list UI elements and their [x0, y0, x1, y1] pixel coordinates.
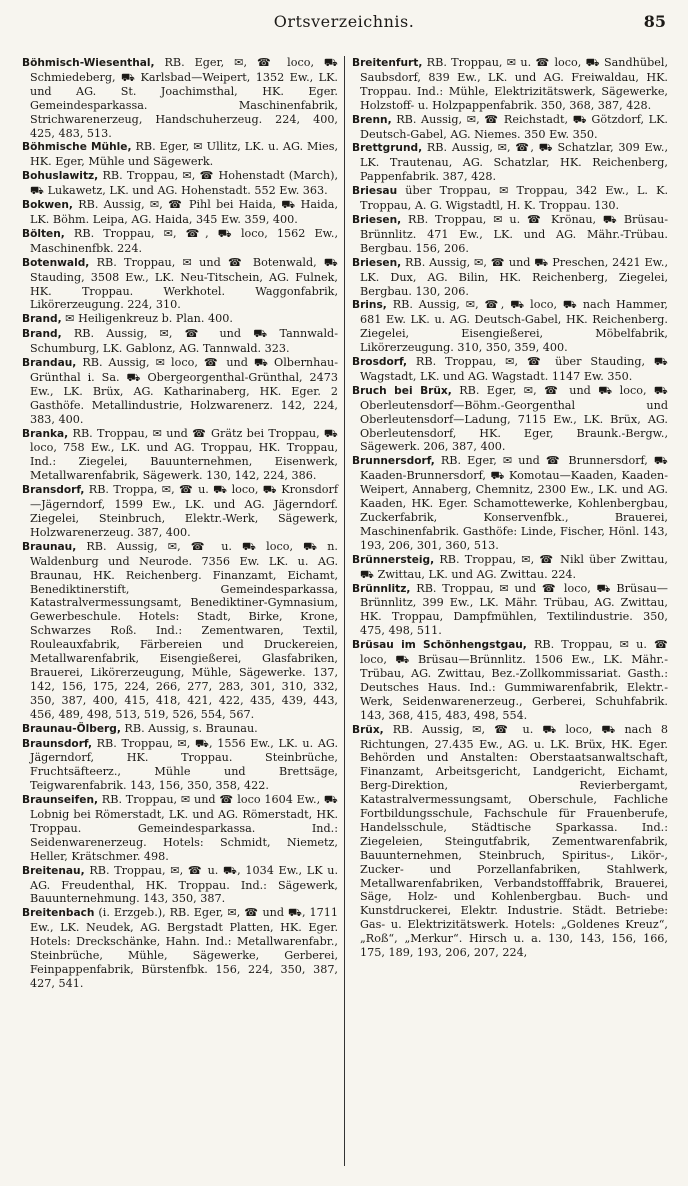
directory-entry [22, 140, 338, 169]
entry-details: RB. Troppau, ✉ und ☎ loco, ⛟ Brüsau—Brünnlitz, 399 Ew., LK. Mähr. Trübau, AG. Zwittau, HK. Troppau, Dampfmühlen, Textilindustrie. 350, 475, 498, 511. [360, 581, 668, 638]
entry-place-name: Brand, [22, 328, 62, 341]
entry-details: RB. Aussig, ✉, ☎ u. ⛟ loco, ⛟ nach 8 Richtungen, 27.435 Ew., AG. u. LK. Brüx, HK. Eger. Behörden und Anstalten: Oberstaatsanwaltschaft, Finanzamt, Arbeitsgericht, Landgericht, Eichamt, Berg-Direktion, Revierbergamt, Katastralvermessungsamt, Oberschule, Fachliche Fortbildungsschule, Fachschule für Frauenberufe, Handelsschule, Städtische Sparkassa. Ind.: Ziegeleien, Steingutfabrik, Zementwarenfabrik, Bauunternehmen, Steinbruch, Spiritus-, Likör-, Zucker- und Porzellanfabriken, Stahlwerk, Metallwarenfabriken, Verbandstofffabrik, Brauerei, Säge, Holz- und Kohlenbergbau. Buch- und Kunstdruckerei, Elektr. Industrie. Städt. Betriebe: Gas- u. Elektrizitätswerk. Hotels: „Goldenes Kreuz“, „Roß“, „Merkur“. Hirsch u. a. 130, 143, 156, 166, 175, 189, 193, 206, 207, 224, [360, 722, 668, 960]
directory-entry [352, 113, 668, 142]
directory-entry [22, 793, 338, 864]
entry-place-name: Bohuslawitz, [22, 170, 99, 183]
entry-place-name: Brüx, [352, 723, 384, 736]
directory-entry [352, 723, 668, 960]
entry-details: (i. Erzgeb.), RB. Eger, ✉, ☎ und ⛟, 1711 Ew., LK. Neudek, AG. Bergstadt Platten, HK. Eger. Hotels: Dreckschänke, Hahn. Ind.: Metallwarenfabr., Steinbrüche, Mühle, Sägewerke, Gerberei, Feinpappenfabrik, Bürstenfbk. 156, 224, 350, 387, 427, 541. [30, 906, 339, 990]
page-number: 85 [643, 12, 666, 31]
directory-entry [352, 298, 668, 355]
entry-place-name: Bransdorf, [22, 484, 85, 497]
entry-details: ✉ Heiligenkreuz b. Plan. 400. [65, 312, 233, 326]
right-column [352, 56, 668, 960]
entry-place-name: Braunau, [22, 540, 77, 553]
directory-entry [352, 638, 668, 722]
entry-place-name: Breitenfurt, [352, 57, 423, 69]
directory-entry [22, 737, 338, 794]
entry-place-name: Brüsau im Schönhengstgau, [352, 639, 527, 652]
entry-place-name: Bokwen, [22, 199, 73, 212]
entry-details: RB. Troppau, ✉, ☎ über Stauding, ⛟ Wagstadt, LK. und AG. Wagstadt. 1147 Ew. 350. [360, 355, 669, 383]
directory-entry [22, 56, 338, 140]
entry-place-name: Braunsdorf, [22, 737, 92, 750]
entry-place-name: Brettgrund, [352, 142, 423, 155]
directory-entry [352, 582, 668, 639]
entry-details: RB. Troppau, ✉ und ☎ loco 1604 Ew., ⛟ Lobnig bei Römerstadt, LK. und AG. Römerstadt, HK. Troppau. Gemeindesparkassa. Ind.: Seidenwarenerzeug. Hotels: Schmidt, Niemetz, Heller, Krätschmer. 498. [30, 793, 338, 863]
entry-details: RB. Aussig, ✉, ☎ Reichstadt, ⛟ Götzdorf, LK. Deutsch-Gabel, AG. Niemes. 350 Ew. 350. [360, 112, 668, 141]
entry-details: RB. Troppau, ✉ und ☎ Grätz bei Troppau, ⛟ loco, 758 Ew., LK. und AG. Troppau, HK. Troppau, Ind.: Ziegelei, Bauunternehmen, Eisenwerk, Metallwarenfabrik, Sägewerk. 130, 142, 224, 386. [30, 426, 338, 483]
entry-place-name: Brünnersteig, [352, 553, 435, 566]
entry-details: RB. Aussig, ✉, ☎ und ⛟ Preschen, 2421 Ew., LK. Dux, AG. Bilin, HK. Reichenberg, Ziegelei, Bergbau. 130, 206. [360, 255, 669, 298]
entry-place-name: Briesen, [352, 213, 402, 226]
directory-entry [352, 56, 668, 113]
entry-place-name: Breitenbach [22, 907, 95, 920]
page-title: Ortsverzeichnis. [273, 12, 415, 31]
entry-details: RB. Aussig, ✉, ☎ Pihl bei Haida, ⛟ Haida, LK. Böhm. Leipa, AG. Haida, 345 Ew. 359, 400. [30, 198, 339, 226]
directory-entry [352, 141, 668, 184]
entry-details: RB. Troppau, ✉, ☎ Hohenstadt (March), ⛟ Lukawetz, LK. und AG. Hohenstadt. 552 Ew. 363. [30, 169, 339, 198]
entry-place-name: Brünnlitz, [352, 582, 411, 595]
entry-details: RB. Troppau, ✉, ☎ u. ⛟, 1034 Ew., LK u. AG. Freudenthal, HK. Troppau. Ind.: Sägewerk, Bauunternehmung. 143, 350, 387. [30, 863, 339, 906]
directory-entry [22, 256, 338, 313]
entry-details: RB. Eger, ✉ Ullitz, LK. u. AG. Mies, HK. Eger, Mühle und Sägewerk. [30, 140, 338, 169]
entry-details: RB. Troppau, ✉, ⛟, 1556 Ew., LK. u. AG. Jägerndorf, HK. Troppau. Steinbrüche, Fruchtsäfteerz., Mühle und Brettsäge, Teigwarenfabrik. 143, 156, 350, 358, 422. [30, 736, 338, 793]
directory-entry [22, 198, 338, 227]
entry-place-name: Brunnersdorf, [352, 455, 435, 468]
entry-place-name: Brosdorf, [352, 356, 408, 369]
entry-place-name: Breitenau, [22, 864, 85, 877]
entry-place-name: Brand, [22, 313, 62, 326]
entry-details: RB. Aussig, ✉ loco, ☎ und ⛟ Olbernhau-Grünthal i. Sa. ⛟ Obergeorgenthal-Grünthal, 2473 Ew., LK. Brüx, AG. Katharinaberg, HK. Eger. 2 Gasthöfe. Metallindustrie, Holzwarenerz. 142, 224, 383, 400. [30, 356, 338, 426]
directory-entry [22, 540, 338, 722]
entry-place-name: Briesen, [352, 256, 402, 269]
directory-entry [22, 722, 338, 737]
directory-entry [22, 864, 338, 907]
directory-entry [22, 427, 338, 484]
entry-place-name: Bölten, [22, 227, 65, 240]
entry-details: RB. Aussig, ✉, ☎ und ⛟ Tannwald-Schumburg, LK. Gablonz, AG. Tannwald. 323. [30, 327, 338, 356]
entry-details: RB. Troppau, ✉ u. ☎ loco, ⛟ Brüsau—Brünnlitz. 1506 Ew., LK. Mähr.-Trübau, AG. Zwittau, Bez.-Zollkommissariat. Gasth.: Deutsches Haus. Ind.: Gummiwarenfabrik, Elektr.-Werk, Seidenwarenerzeug., Gerberei, Schuhfabrik. 143, 368, 415, 483, 498, 554. [360, 638, 668, 722]
entry-details: RB. Troppa, ✉, ☎ u. ⛟ loco, ⛟ Kronsdorf—Jägerndorf, 1599 Ew., LK. und AG. Jägerndorf. Ziegelei, Steinbruch, Elektr.-Werk, Sägewerk, Holzwarenerzeug. 387, 400. [30, 483, 338, 539]
directory-entry [352, 256, 668, 299]
page-header [0, 12, 688, 36]
entry-details: RB. Eger, ✉, ☎ loco, ⛟ Schmiedeberg, ⛟ Karlsbad—Weipert, 1352 Ew., LK. und AG. St. Joachimsthal, HK. Eger. Gemeindesparkassa. Maschinenfabrik, Strichwarenerzeug, Handschuherzeug. 224, 400, 425, 483, 513. [30, 56, 339, 140]
directory-entry [352, 184, 668, 213]
entry-details: RB. Eger, ✉, ☎ und ⛟ loco, ⛟ Oberleutensdorf—Böhm.-Georgenthal und Oberleutensdorf—Ladung, 7115 Ew., LK. Brüx, AG. Oberleutensdorf, HK. Eger, Braunk.-Bergw., Sägewerk. 206, 387, 400. [360, 383, 668, 454]
entry-details: RB. Aussig, s. Braunau. [124, 721, 258, 735]
entry-place-name: Botenwald, [22, 256, 90, 269]
entry-place-name: Brandau, [22, 357, 77, 370]
entry-place-name: Braunau-Ölberg, [22, 722, 121, 735]
entry-details: über Troppau, ✉ Troppau, 342 Ew., L. K. Troppau, A. G. Wigstadtl, H. K. Troppau. 130. [360, 184, 669, 213]
directory-entry [22, 327, 338, 356]
directory-entry [352, 454, 668, 552]
directory-entry [352, 553, 668, 582]
entry-details: RB. Aussig, ✉, ☎, ⛟ Schatzlar, 309 Ew., LK. Trautenau, AG. Schatzlar, HK. Reichenberg, Pappenfabrik. 387, 428. [360, 141, 668, 184]
entry-place-name: Brenn, [352, 113, 392, 126]
directory-entry [352, 384, 668, 455]
entry-place-name: Böhmisch-Wiesenthal, [22, 57, 155, 69]
entry-place-name: Böhmische Mühle, [22, 141, 132, 154]
entry-details: RB. Troppau, ✉, ☎, ⛟ loco, 1562 Ew., Maschinenfbk. 224. [30, 226, 338, 255]
directory-entry [22, 169, 338, 198]
directory-entry [22, 906, 338, 990]
entry-place-name: Branka, [22, 427, 69, 440]
entry-details: RB. Troppau, ✉, ☎ Nikl über Zwittau, ⛟ Zwittau, LK. und AG. Zwittau. 224. [360, 552, 668, 581]
entry-details: RB. Eger, ✉ und ☎ Brunnersdorf, ⛟ Kaaden-Brunnersdorf, ⛟ Komotau—Kaaden, Kaaden-Weipert, Annaberg, Chemnitz, 2300 Ew., LK. und AG. Kaaden, HK. Eger. Schamottewerke, Kohlenbergbau, Zuckerfabrik, Konservenfbk., Brauerei, Maschinenfabrik. Gasthöfe: Linde, Fischer, Hönl. 143, 193, 206, 301, 360, 513. [360, 454, 668, 552]
entry-details: RB. Aussig, ✉, ☎ u. ⛟ loco, ⛟ n. Waldenburg und Neurode. 7356 Ew. LK. u. AG. Braunau, HK. Reichenberg. Finanzamt, Eichamt, Benediktinerstift, Gemeindesparkassa, Katastralvermessungsamt, Benediktiner-Gymnasium, Gewerbeschule. Hotels: Stadt, Birke, Krone, Schwarzes Roß. Ind.: Zementwaren, Textil, Rouleauxfabrik, Färbereien und Druckereien, Metallwarenfabrik, Eisengießerei, Glasfabriken, Brauerei, Likörerzeugung, Mühle, Sägewerke. 137, 142, 156, 175, 224, 266, 277, 283, 301, 310, 332, 350, 387, 400, 415, 418, 421, 422, 435, 439, 443, 456, 489, 498, 513, 519, 526, 554, 567. [30, 539, 338, 721]
directory-entry [22, 312, 338, 327]
directory-entry [22, 483, 338, 540]
entry-details: RB. Troppau, ✉ u. ☎ loco, ⛟ Sandhübel, Saubsdorf, 839 Ew., LK. und AG. Freiwaldau, HK. Troppau. Ind.: Mühle, Elektrizitätswerk, Sägewerke, Holzstoff- u. Holzpappenfabrik. 350, 368, 387, 428. [360, 56, 668, 112]
left-column [22, 56, 338, 991]
directory-entry [22, 227, 338, 256]
entry-place-name: Braunseifen, [22, 794, 99, 807]
entry-details: RB. Aussig, ✉, ☎, ⛟ loco, ⛟ nach Hammer, 681 Ew. LK. u. AG. Deutsch-Gabel, HK. Reichenberg. Ziegelei, Eisengießerei, Möbelfabrik, Likörerzeugung. 310, 350, 359, 400. [360, 298, 668, 355]
entry-details: RB. Troppau, ✉ und ☎ Botenwald, ⛟ Stauding, 3508 Ew., LK. Neu-Titschein, AG. Fulnek, HK. Troppau. Werkhotel. Waggonfabrik, Likörerzeugung. 224, 310. [30, 255, 338, 312]
entry-place-name: Brins, [352, 299, 387, 312]
entry-details: RB. Troppau, ✉ u. ☎ Krönau, ⛟ Brüsau-Brünnlitz. 471 Ew., LK. und AG. Mähr.-Trübau. Bergbau. 156, 206. [360, 212, 668, 255]
directory-entry [22, 356, 338, 427]
entry-place-name: Bruch bei Brüx, [352, 384, 452, 397]
entry-place-name: Briesau [352, 185, 398, 198]
column-divider [344, 56, 345, 1166]
directory-entry [352, 213, 668, 256]
directory-entry [352, 355, 668, 384]
